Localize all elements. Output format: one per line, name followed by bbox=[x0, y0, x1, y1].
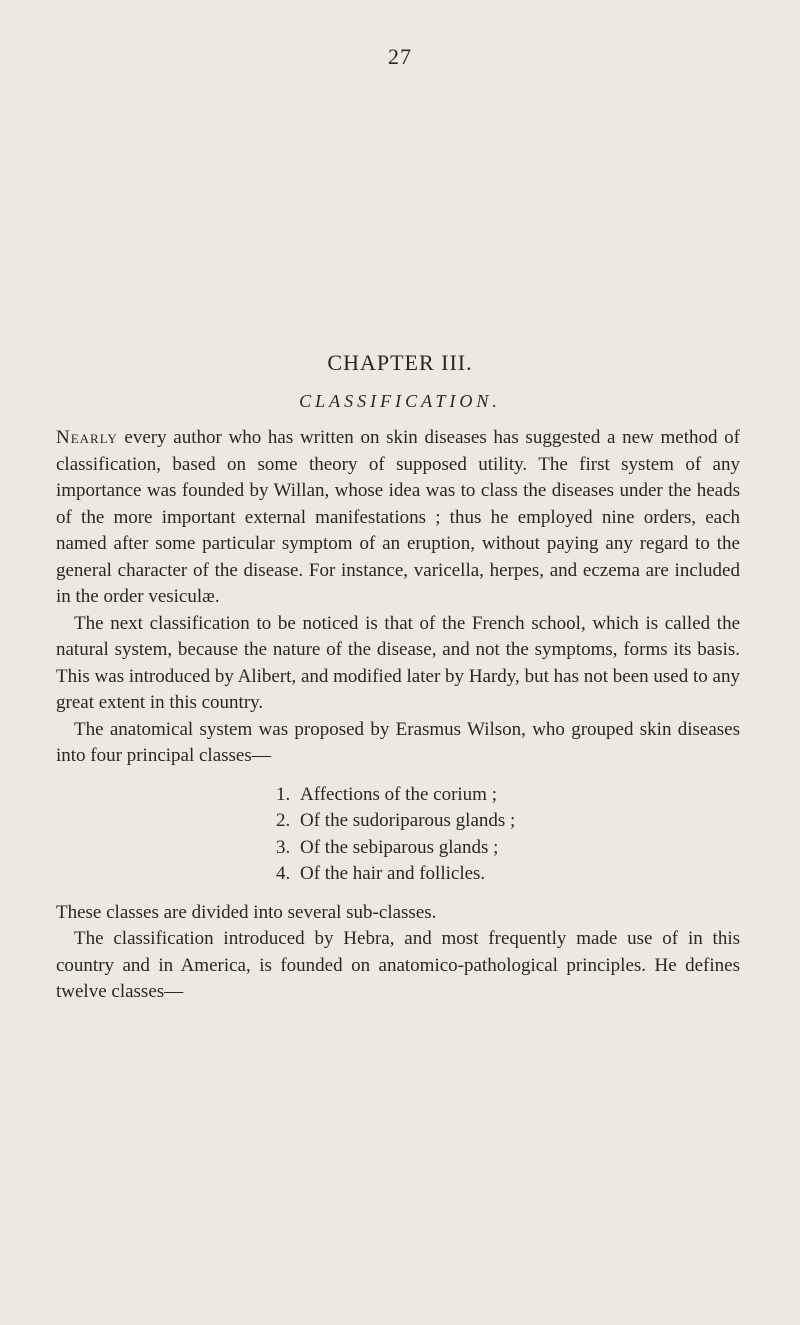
page-number: 27 bbox=[388, 44, 412, 69]
list-item bbox=[276, 861, 740, 888]
paragraph-2: The next classification to be noticed is that of the French school, which is called the natural system, because the nature of the disease, and not the symptoms, forms its basis. This was introduced by Alibert, and modified later by Hardy, but has not been used to any great extent in this country. bbox=[56, 612, 740, 713]
body-text bbox=[56, 425, 740, 1006]
list-item-text: Of the sudoriparous glands ; bbox=[300, 810, 516, 831]
list-item-number: 4. bbox=[276, 863, 291, 884]
list-item-text: Of the sebiparous glands ; bbox=[300, 836, 499, 858]
list-item-number: 1. bbox=[276, 783, 291, 805]
paragraph-1-text: every author who has written on skin diseases has suggested a new method of classification, based on some theory of supposed utility. The first system of any importance was founded by Willan, whose idea was to class the diseases under the heads of the more important external manifestations ; thus he employed nine orders, each named after some particular symptom of an eruption, without paying any regard to the general character of the disease. For instance, varicella, herpes, and eczema are included in the order vesiculæ. bbox=[56, 427, 740, 607]
list-item-text: Affections of the corium ; bbox=[300, 783, 497, 805]
paragraph-3: The anatomical system was proposed by Erasmus Wilson, who grouped skin diseases into four principal classes— bbox=[56, 718, 740, 766]
paragraph-5: The classification introduced by Hebra, and most frequently made use of in this country and in America, is founded on anatomico-pathological principles. He defines twelve classes— bbox=[56, 928, 740, 1002]
paragraph-1-lead-word: Nearly bbox=[56, 427, 118, 448]
list-item bbox=[276, 782, 740, 809]
paragraph-4: These classes are divided into several sub-classes. bbox=[56, 901, 437, 923]
list-item bbox=[276, 808, 740, 835]
list-item-text: Of the hair and follicles. bbox=[300, 863, 486, 884]
list-item-number: 3. bbox=[276, 836, 291, 858]
paragraph-1 bbox=[56, 425, 740, 611]
class-list bbox=[56, 782, 740, 888]
section-title: CLASSIFICATION. bbox=[299, 391, 501, 411]
list-item bbox=[276, 835, 740, 862]
chapter-heading: CHAPTER III. bbox=[327, 350, 473, 375]
list-item-number: 2. bbox=[276, 810, 291, 831]
